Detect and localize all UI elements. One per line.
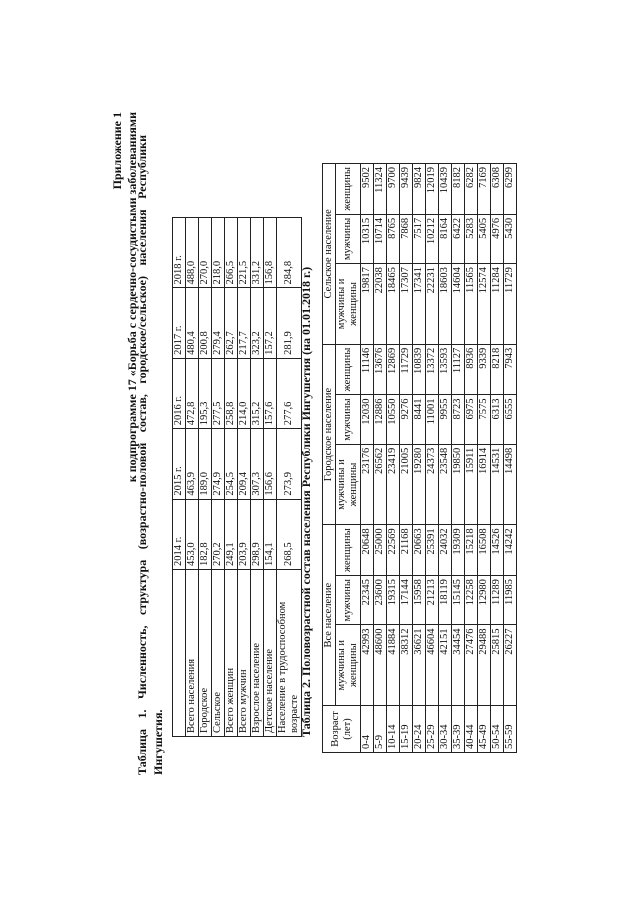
value-cell: 281,9 (277, 288, 302, 358)
value-cell: 221,5 (238, 218, 251, 288)
value-cell: 8164 (439, 214, 452, 263)
header-cell: 2017 г. (173, 288, 186, 358)
age-sex-table (322, 163, 517, 753)
value-cell: 25000 (374, 525, 387, 576)
table-row (413, 164, 426, 753)
sub-header: женщины (336, 344, 361, 395)
value-cell: 15218 (465, 525, 478, 576)
value-cell: 315,2 (251, 358, 264, 428)
value-cell: 472,8 (186, 358, 199, 428)
value-cell: 277,6 (277, 358, 302, 428)
value-cell: 17307 (400, 264, 413, 345)
age-cell: 45-49 (478, 706, 491, 753)
row-label: Население в трудоспособном возрасте (277, 570, 302, 737)
value-cell: 12869 (387, 344, 400, 395)
value-cell: 4976 (491, 214, 504, 263)
value-cell: 203,9 (238, 499, 251, 569)
value-cell: 19280 (413, 444, 426, 525)
value-cell: 22038 (374, 264, 387, 345)
value-cell: 12030 (361, 395, 374, 444)
sub-header: мужчины и женщины (336, 264, 361, 345)
value-cell: 6313 (491, 395, 504, 444)
value-cell: 18119 (439, 576, 452, 625)
group-header-rural: Сельское население (323, 164, 336, 345)
header-cell (173, 570, 186, 737)
value-cell: 18465 (387, 264, 400, 345)
value-cell: 157,2 (264, 288, 277, 358)
value-cell: 268,5 (277, 499, 302, 569)
value-cell: 7868 (400, 214, 413, 263)
value-cell: 209,4 (238, 429, 251, 499)
table-row (374, 164, 387, 753)
value-cell: 12886 (374, 395, 387, 444)
value-cell: 8441 (413, 395, 426, 444)
value-cell: 41884 (387, 625, 400, 706)
value-cell: 16914 (478, 444, 491, 525)
value-cell: 480,4 (186, 288, 199, 358)
value-cell: 23548 (439, 444, 452, 525)
table-row (361, 164, 374, 753)
table-row (264, 218, 277, 737)
value-cell: 214,0 (238, 358, 251, 428)
row-label: Всего женщин (225, 570, 238, 737)
row-label: Детское население (264, 570, 277, 737)
age-cell: 30-34 (439, 706, 452, 753)
value-cell: 277,5 (212, 358, 225, 428)
value-cell: 9955 (439, 395, 452, 444)
group-header-urban: Городское население (323, 344, 336, 525)
value-cell: 6975 (465, 395, 478, 444)
value-cell: 13372 (426, 344, 439, 395)
value-cell: 200,8 (199, 288, 212, 358)
value-cell: 23419 (387, 444, 400, 525)
age-cell: 20-24 (413, 706, 426, 753)
value-cell: 19315 (387, 576, 400, 625)
value-cell: 11146 (361, 344, 374, 395)
row-label: Сельское (212, 570, 225, 737)
value-cell: 7517 (413, 214, 426, 263)
value-cell: 23176 (361, 444, 374, 525)
value-cell: 42151 (439, 625, 452, 706)
value-cell: 27476 (465, 625, 478, 706)
appendix-line1: Приложение 1 (110, 112, 124, 190)
value-cell: 19850 (452, 444, 465, 525)
value-cell: 11729 (400, 344, 413, 395)
sub-header: мужчины (336, 576, 361, 625)
value-cell: 9439 (400, 164, 413, 215)
appendix-line2: к подпрограмме 17 «Борьба с сердечно-сосудистыми заболеваниями (125, 112, 139, 483)
sub-header: женщины (336, 164, 361, 215)
age-cell: 15-19 (400, 706, 413, 753)
value-cell: 7575 (478, 395, 491, 444)
value-cell: 488,0 (186, 218, 199, 288)
value-cell: 453,0 (186, 499, 199, 569)
value-cell: 42993 (361, 625, 374, 706)
age-cell: 10-14 (387, 706, 400, 753)
value-cell: 23600 (374, 576, 387, 625)
value-cell: 14498 (504, 444, 517, 525)
table-row (186, 218, 199, 737)
sub-header: женщины (336, 525, 361, 576)
value-cell: 156,8 (264, 218, 277, 288)
value-cell: 12980 (478, 576, 491, 625)
table-row (465, 164, 478, 753)
population-structure-table (172, 217, 302, 737)
value-cell: 21005 (400, 444, 413, 525)
value-cell: 16508 (478, 525, 491, 576)
value-cell: 34454 (452, 625, 465, 706)
value-cell: 284,8 (277, 218, 302, 288)
table-row (478, 164, 491, 753)
value-cell: 8936 (465, 344, 478, 395)
table-row (251, 218, 264, 737)
value-cell: 8723 (452, 395, 465, 444)
value-cell: 274,9 (212, 429, 225, 499)
table-row (452, 164, 465, 753)
value-cell: 157,6 (264, 358, 277, 428)
value-cell: 218,0 (212, 218, 225, 288)
value-cell: 13593 (439, 344, 452, 395)
value-cell: 11001 (426, 395, 439, 444)
value-cell: 12019 (426, 164, 439, 215)
value-cell: 20648 (361, 525, 374, 576)
table-row (504, 164, 517, 753)
table1-caption: Таблица 1. Численность, структура (возрастно-половой состав, городское/сельское) населения Республики (135, 135, 149, 775)
table-row (491, 164, 504, 753)
value-cell: 9824 (413, 164, 426, 215)
value-cell: 14604 (452, 264, 465, 345)
sub-header: мужчины (336, 214, 361, 263)
value-cell: 22345 (361, 576, 374, 625)
value-cell: 182,8 (199, 499, 212, 569)
value-cell: 38312 (400, 625, 413, 706)
value-cell: 26562 (374, 444, 387, 525)
value-cell: 9502 (361, 164, 374, 215)
table-row (387, 164, 400, 753)
value-cell: 18603 (439, 264, 452, 345)
sub-header: мужчины и женщины (336, 625, 361, 706)
value-cell: 36621 (413, 625, 426, 706)
value-cell: 29488 (478, 625, 491, 706)
value-cell: 6308 (491, 164, 504, 215)
value-cell: 298,9 (251, 499, 264, 569)
row-label: Городское (199, 570, 212, 737)
value-cell: 156,6 (264, 429, 277, 499)
value-cell: 9700 (387, 164, 400, 215)
value-cell: 7169 (478, 164, 491, 215)
value-cell: 6422 (452, 214, 465, 263)
value-cell: 11565 (465, 264, 478, 345)
value-cell: 249,1 (225, 499, 238, 569)
value-cell: 10839 (413, 344, 426, 395)
table-row (199, 218, 212, 737)
age-cell: 55-59 (504, 706, 517, 753)
table-header-row (173, 218, 186, 737)
value-cell: 10714 (374, 214, 387, 263)
age-cell: 50-54 (491, 706, 504, 753)
table-row (400, 164, 413, 753)
value-cell: 11289 (491, 576, 504, 625)
value-cell: 270,0 (199, 218, 212, 288)
header-cell: 2016 г. (173, 358, 186, 428)
row-label: Взрослое население (251, 570, 264, 737)
value-cell: 12258 (465, 576, 478, 625)
value-cell: 26227 (504, 625, 517, 706)
table-row (225, 218, 238, 737)
table1-caption-cont: Ингушетия. (151, 709, 165, 775)
sub-header: мужчины и женщины (336, 444, 361, 525)
value-cell: 46604 (426, 625, 439, 706)
value-cell: 189,0 (199, 429, 212, 499)
value-cell: 14531 (491, 444, 504, 525)
value-cell: 11284 (491, 264, 504, 345)
value-cell: 8765 (387, 214, 400, 263)
value-cell: 5283 (465, 214, 478, 263)
value-cell: 7943 (504, 344, 517, 395)
value-cell: 21213 (426, 576, 439, 625)
header-cell: 2014 г. (173, 499, 186, 569)
group-header-all: Все население (323, 525, 336, 706)
value-cell: 273,9 (277, 429, 302, 499)
value-cell: 279,4 (212, 288, 225, 358)
value-cell: 6299 (504, 164, 517, 215)
value-cell: 10439 (439, 164, 452, 215)
value-cell: 323,2 (251, 288, 264, 358)
value-cell: 9339 (478, 344, 491, 395)
value-cell: 48600 (374, 625, 387, 706)
sub-header: мужчины (336, 395, 361, 444)
value-cell: 11729 (504, 264, 517, 345)
value-cell: 15145 (452, 576, 465, 625)
table-row (212, 218, 225, 737)
value-cell: 22569 (387, 525, 400, 576)
value-cell: 217,7 (238, 288, 251, 358)
value-cell: 11985 (504, 576, 517, 625)
value-cell: 15958 (413, 576, 426, 625)
value-cell: 8182 (452, 164, 465, 215)
table-row (238, 218, 251, 737)
value-cell: 6555 (504, 395, 517, 444)
value-cell: 307,3 (251, 429, 264, 499)
age-cell: 35-39 (452, 706, 465, 753)
value-cell: 25391 (426, 525, 439, 576)
value-cell: 17341 (413, 264, 426, 345)
value-cell: 10550 (387, 395, 400, 444)
value-cell: 19817 (361, 264, 374, 345)
age-cell: 40-44 (465, 706, 478, 753)
table-row (439, 164, 452, 753)
value-cell: 17144 (400, 576, 413, 625)
value-cell: 331,2 (251, 218, 264, 288)
value-cell: 14526 (491, 525, 504, 576)
row-label: Всего населения (186, 570, 199, 737)
value-cell: 6282 (465, 164, 478, 215)
table2-caption: Таблица 2. Половозрастной состав населения Республики Ингушетия (на 01.01.2018 г.) (299, 266, 313, 737)
value-cell: 13676 (374, 344, 387, 395)
value-cell: 25815 (491, 625, 504, 706)
value-cell: 5430 (504, 214, 517, 263)
value-cell: 9276 (400, 395, 413, 444)
value-cell: 24032 (439, 525, 452, 576)
value-cell: 154,1 (264, 499, 277, 569)
age-cell: 0-4 (361, 706, 374, 753)
header-cell: 2015 г. (173, 429, 186, 499)
row-label: Всего мужчин (238, 570, 251, 737)
value-cell: 14242 (504, 525, 517, 576)
value-cell: 10212 (426, 214, 439, 263)
value-cell: 21168 (400, 525, 413, 576)
value-cell: 262,7 (225, 288, 238, 358)
value-cell: 15911 (465, 444, 478, 525)
age-cell: 25-29 (426, 706, 439, 753)
value-cell: 5405 (478, 214, 491, 263)
table-row (426, 164, 439, 753)
age-header: Возраст (лет) (323, 706, 361, 753)
value-cell: 266,5 (225, 218, 238, 288)
value-cell: 10315 (361, 214, 374, 263)
value-cell: 8218 (491, 344, 504, 395)
value-cell: 19309 (452, 525, 465, 576)
value-cell: 24373 (426, 444, 439, 525)
value-cell: 22231 (426, 264, 439, 345)
value-cell: 12574 (478, 264, 491, 345)
value-cell: 195,3 (199, 358, 212, 428)
value-cell: 270,2 (212, 499, 225, 569)
value-cell: 463,9 (186, 429, 199, 499)
value-cell: 11324 (374, 164, 387, 215)
value-cell: 258,8 (225, 358, 238, 428)
value-cell: 20663 (413, 525, 426, 576)
age-cell: 5-9 (374, 706, 387, 753)
header-cell: 2018 г. (173, 218, 186, 288)
value-cell: 254,5 (225, 429, 238, 499)
value-cell: 11127 (452, 344, 465, 395)
